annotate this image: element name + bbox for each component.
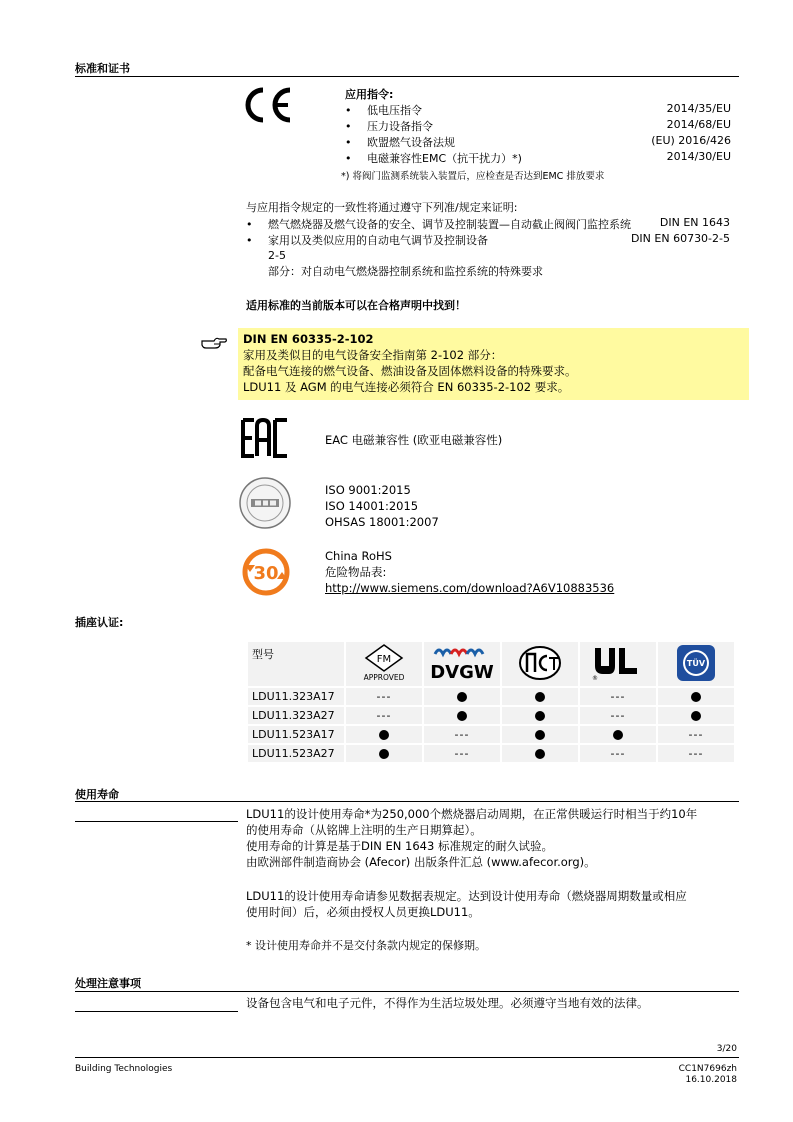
certification-table [246, 640, 736, 764]
conformity-part-description: 部分：对自动电气燃烧器控制系统和监控系统的特殊要求 [268, 265, 543, 278]
footer-doc-id: CC1N7696zh [678, 1064, 737, 1074]
not-certified-dash: --- [688, 728, 704, 741]
table-cell-pct [502, 745, 578, 762]
not-certified-dash: --- [454, 728, 470, 741]
table-cell-model: LDU11.523A17 [248, 726, 344, 743]
directive-value: 2014/35/EU [666, 102, 731, 115]
table-cell-ul [580, 688, 656, 705]
fm-label: FM [376, 653, 392, 665]
pct-logo-cell [502, 642, 578, 686]
life-paragraph-line: 使用时间）后，必须由授权人员更换LDU11。 [246, 905, 480, 919]
conformity-value: DIN EN 1643 [659, 216, 730, 229]
certified-dot [535, 749, 545, 759]
tuv-logo-cell [658, 642, 734, 686]
fm-sub-label: APPROVED [363, 672, 405, 682]
rohs-badge-text: 30 [253, 563, 279, 584]
fm-approved-icon [356, 644, 412, 682]
certified-dot [457, 692, 467, 702]
footer-rule [75, 1057, 739, 1058]
table-cell-dvgw [424, 707, 500, 724]
dvgw-label: DVGW [430, 661, 494, 682]
conformity-part-number: 2-5 [268, 249, 286, 262]
conformity-intro: 与应用指令规定的一致性将通过遵守下列准/规定来证明: [246, 201, 518, 214]
life-paragraph-line: 的使用寿命（从铭牌上注明的生产日期算起）。 [246, 823, 482, 837]
tuv-sud-icon [673, 644, 719, 682]
directive-label: 电磁兼容性EMC（抗干扰力）*) [367, 152, 522, 165]
conformity-label: 燃气燃烧器及燃气设备的安全、调节及控制装置—自动截止阀阀门监控系统 [268, 218, 631, 231]
table-cell-fm [346, 707, 422, 724]
rohs-download-link[interactable]: http://www.siemens.com/download?A6V10883536 [325, 581, 615, 595]
directive-value: 2014/68/EU [666, 118, 731, 131]
directive-row: • 欧盟燃气设备法规 (EU) 2016/426 [345, 134, 731, 149]
rohs-30-years-icon [241, 547, 291, 597]
directive-value: (EU) 2016/426 [651, 134, 731, 147]
table-cell-ul [580, 745, 656, 762]
directive-row: • 电磁兼容性EMC（抗干扰力）*) 2014/30/EU [345, 150, 731, 165]
certified-dot [535, 711, 545, 721]
table-cell-pct [502, 726, 578, 743]
not-certified-dash: --- [454, 747, 470, 760]
not-certified-dash: --- [376, 690, 392, 703]
disposal-text: 设备包含电气和电子元件，不得作为生活垃圾处理。必须遵守当地有效的法律。 [246, 996, 649, 1010]
conformity-row: • 家用以及类似应用的自动电气调节及控制设备 DIN EN 60730-2-5 [246, 232, 730, 247]
not-certified-dash: --- [688, 747, 704, 760]
section-rule [75, 991, 739, 992]
pointing-hand-icon [200, 335, 228, 351]
conformity-value: DIN EN 60730-2-5 [630, 232, 730, 245]
not-certified-dash: --- [610, 747, 626, 760]
dvgw-icon [429, 644, 495, 682]
page-number: 3/20 [716, 1044, 737, 1054]
table-cell-dvgw [424, 726, 500, 743]
table-cell-model: LDU11.323A27 [248, 707, 344, 724]
section-rule [75, 76, 739, 77]
iso-line: OHSAS 18001:2007 [325, 515, 439, 529]
section-title-disposal: 处理注意事项 [75, 977, 141, 990]
table-cell-model: LDU11.523A27 [248, 745, 344, 762]
eac-mark-icon [241, 418, 289, 458]
certified-dot [379, 730, 389, 740]
conformity-label: 家用以及类似应用的自动电气调节及控制设备 [268, 234, 488, 247]
table-row [248, 745, 734, 762]
table-cell-fm [346, 726, 422, 743]
note-line: 家用及类似目的电气设备安全指南第 2-102 部分： [243, 348, 503, 362]
directive-label: 低电压指令 [367, 104, 422, 117]
not-certified-dash: --- [610, 709, 626, 722]
life-paragraph-line: 使用寿命的计算是基于DIN EN 1643 标准规定的耐久试验。 [246, 839, 553, 853]
directive-row: • 压力设备指令 2014/68/EU [345, 118, 731, 133]
certified-dot [691, 692, 701, 702]
section-title-life: 使用寿命 [75, 788, 119, 801]
life-paragraph-line: 由欧洲部件制造商协会 (Afecor) 出版条件汇总 (www.afecor.org)。 [246, 855, 596, 869]
table-cell-tuv [658, 726, 734, 743]
rohs-title: China RoHS [325, 549, 392, 563]
table-cell-ul [580, 726, 656, 743]
life-paragraph-line: LDU11的设计使用寿命*为250,000个燃烧器启动周期，在正常供暖运行时相当于约10年 [246, 807, 698, 821]
section-sub-rule [75, 1011, 238, 1012]
ul-logo-cell [580, 642, 656, 686]
not-certified-dash: --- [610, 690, 626, 703]
certified-dot [613, 730, 623, 740]
footer-company: Building Technologies [75, 1064, 173, 1074]
tuv-label: TÜV [686, 658, 706, 668]
table-cell-tuv [658, 688, 734, 705]
table-cell-fm [346, 688, 422, 705]
table-cell-tuv [658, 707, 734, 724]
directives-footnote: *) 将阀门监测系统装入装置后，应检查是否达到EMC 排放要求 [341, 171, 605, 182]
table-cell-tuv [658, 745, 734, 762]
table-cell-pct [502, 707, 578, 724]
footer-date: 16.10.2018 [685, 1075, 737, 1085]
table-cell-dvgw [424, 688, 500, 705]
certified-dot [535, 692, 545, 702]
section-rule [75, 801, 739, 802]
section-title-socket: 插座认证: [75, 616, 124, 629]
directive-label: 压力设备指令 [367, 120, 433, 133]
table-row [248, 707, 734, 724]
directive-value: 2014/30/EU [666, 150, 731, 163]
certified-dot [535, 730, 545, 740]
certified-dot [457, 711, 467, 721]
section-title-standards: 标准和证书 [75, 62, 130, 75]
iso-line: ISO 9001:2015 [325, 483, 411, 497]
rohs-table-label: 危险物品表: [325, 565, 387, 579]
dvgw-logo-cell [424, 642, 500, 686]
note-title: DIN EN 60335-2-102 [243, 332, 374, 346]
not-certified-dash: --- [376, 709, 392, 722]
certified-dot [379, 749, 389, 759]
directive-label: 欧盟燃气设备法规 [367, 136, 455, 149]
table-header-row [248, 642, 734, 686]
eac-text: EAC 电磁兼容性 (欧亚电磁兼容性) [325, 433, 503, 447]
table-cell-pct [502, 688, 578, 705]
ul-recognized-icon [589, 644, 647, 682]
current-version-note: 适用标准的当前版本可以在合格声明中找到！ [246, 299, 466, 312]
note-line: 配备电气连接的燃气设备、燃油设备及固体燃料设备的特殊要求。 [243, 364, 577, 378]
table-cell-dvgw [424, 745, 500, 762]
certified-dot [691, 711, 701, 721]
table-cell-fm [346, 745, 422, 762]
section-sub-rule [75, 821, 238, 822]
life-footnote: * 设计使用寿命并不是交付条款内规定的保修期。 [246, 939, 486, 952]
pct-gost-icon [515, 644, 565, 682]
directives-heading: 应用指令: [345, 88, 394, 101]
table-row [248, 726, 734, 743]
table-cell-ul [580, 707, 656, 724]
conformity-row: • 燃气燃烧器及燃气设备的安全、调节及控制装置—自动截止阀阀门监控系统 DIN EN 1643 [246, 216, 730, 231]
directive-row: • 低电压指令 2014/35/EU [345, 102, 731, 117]
table-row [248, 688, 734, 705]
note-line: LDU11 及 AGM 的电气连接必须符合 EN 60335-2-102 要求。 [243, 380, 570, 394]
table-header-model: 型号 [248, 642, 344, 686]
table-cell-model: LDU11.323A17 [248, 688, 344, 705]
iso-line: ISO 14001:2015 [325, 499, 419, 513]
ce-mark-icon [241, 86, 293, 124]
fm-approved-logo-cell [346, 642, 422, 686]
life-paragraph-line: LDU11的设计使用寿命请参见数据表规定。达到设计使用寿命（燃烧器周期数量或相应 [246, 889, 687, 903]
sgs-certification-seal-icon [238, 476, 292, 530]
svg-text:®: ® [592, 674, 598, 682]
